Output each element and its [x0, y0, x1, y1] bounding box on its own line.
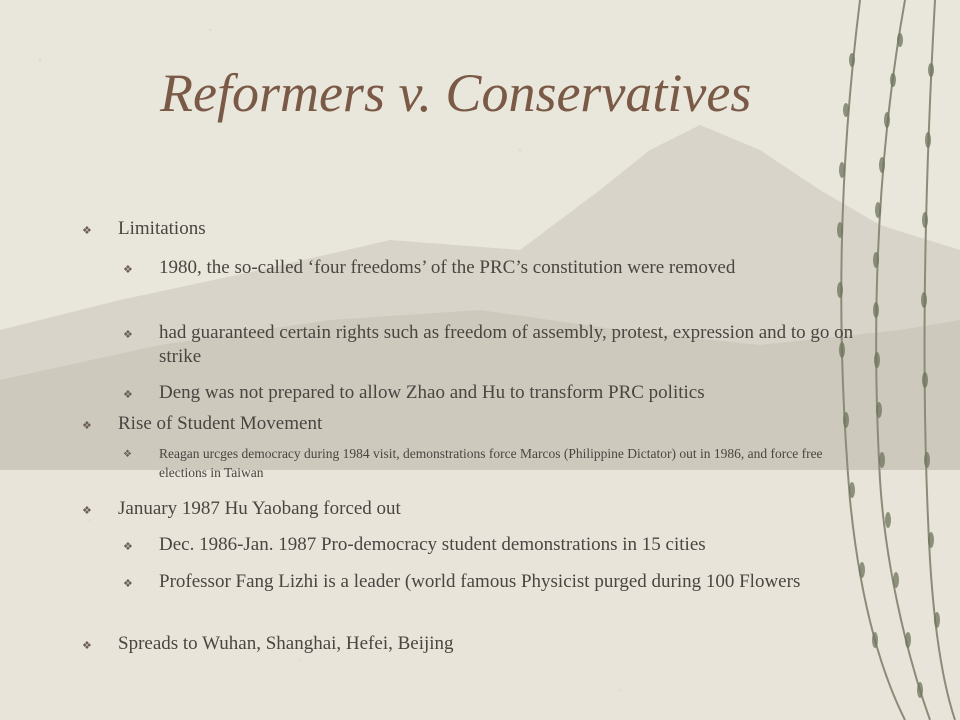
bullet-text: Rise of Student Movement — [118, 413, 323, 434]
bullet-text: Deng was not prepared to allow Zhao and Hu to transform PRC politics — [159, 382, 705, 403]
diamond-bullet-icon: ❖ — [82, 640, 92, 652]
bullet-item — [123, 256, 859, 280]
diamond-bullet-icon: ❖ — [82, 225, 92, 237]
slide-title: Reformers v. Conservatives — [160, 63, 752, 123]
bullet-text: had guaranteed certain rights such as freedom of assembly, protest, expression and to go on strike — [159, 322, 854, 367]
bullet-text: Limitations — [118, 218, 206, 239]
bullet-item — [123, 381, 859, 405]
diamond-bullet-icon: ❖ — [123, 578, 133, 590]
bullet-item — [123, 533, 859, 557]
diamond-bullet-icon: ❖ — [82, 420, 92, 432]
diamond-bullet-icon: ❖ — [123, 449, 132, 460]
bullet-item — [82, 412, 878, 436]
bullet-text: 1980, the so-called ‘four freedoms’ of the PRC’s constitution were removed — [159, 257, 736, 278]
bullet-item — [123, 321, 859, 369]
bullet-text: Spreads to Wuhan, Shanghai, Hefei, Beijing — [118, 633, 454, 654]
bullet-item — [123, 444, 869, 482]
bullet-text: Reagan urcges democracy during 1984 visit, demonstrations force Marcos (Philippine Dictator) out in 1986, and force free elections in Taiwan — [159, 446, 823, 480]
bullet-text: Professor Fang Lizhi is a leader (world famous Physicist purged during 100 Flowers — [159, 571, 801, 592]
bullet-item — [82, 497, 878, 521]
bullet-text: January 1987 Hu Yaobang forced out — [118, 498, 401, 519]
bullet-item — [123, 570, 859, 594]
diamond-bullet-icon: ❖ — [123, 389, 133, 401]
bullet-text: Dec. 1986-Jan. 1987 Pro-democracy student demonstrations in 15 cities — [159, 534, 706, 555]
diamond-bullet-icon: ❖ — [123, 541, 133, 553]
diamond-bullet-icon: ❖ — [123, 264, 133, 276]
diamond-bullet-icon: ❖ — [82, 505, 92, 517]
bullet-item — [82, 217, 878, 241]
diamond-bullet-icon: ❖ — [123, 329, 133, 341]
bullet-item — [82, 632, 878, 656]
